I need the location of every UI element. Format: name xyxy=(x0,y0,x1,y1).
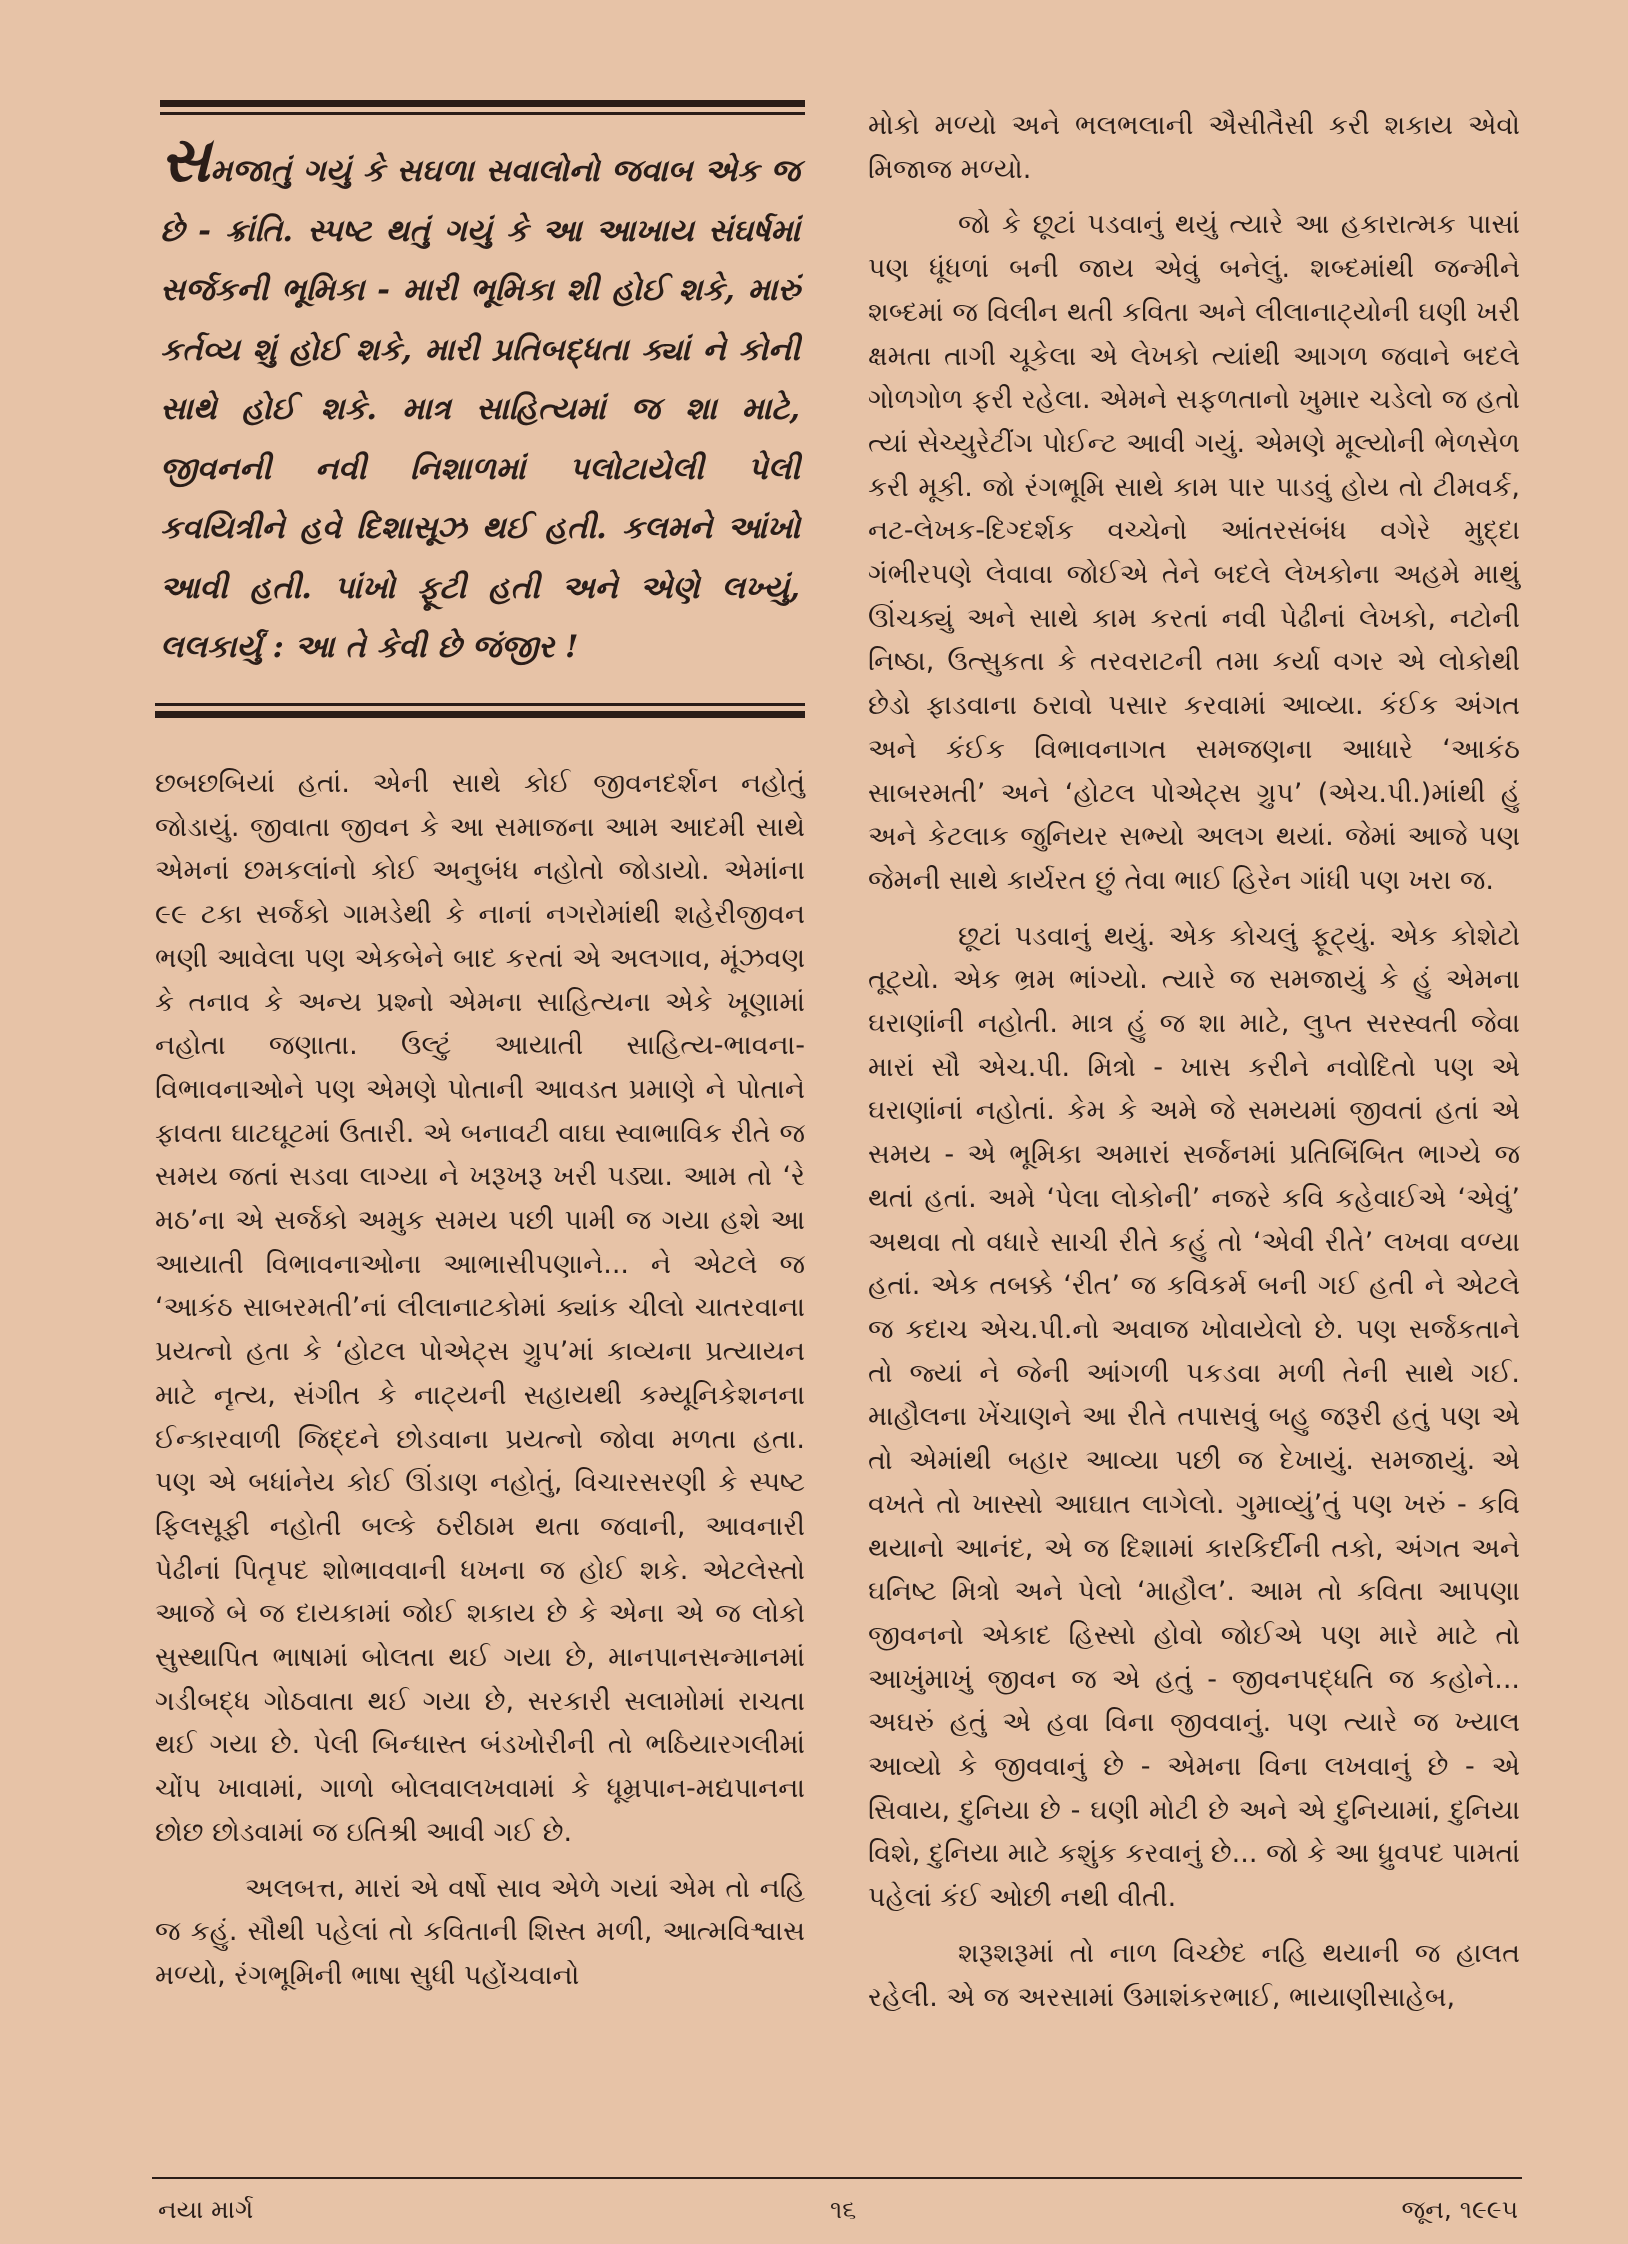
pullquote-bottom-rule-thick xyxy=(155,711,805,718)
pull-quote-dropcap: સ xyxy=(160,123,211,196)
left-paragraph-1: છબછબિયાં હતાં. એની સાથે કોઈ જીવનદર્શન નહોતું જોડાયું. જીવાતા જીવન કે આ સમાજના આમ આદમી સાથે એમનાં છમકલાંનો કોઈ અનુબંધ નહોતો જોડાયો. એમાંના ૯૯ ટકા સર્જકો ગામડેથી કે નાનાં નગરોમાંથી શહેરીજીવન ભણી આવેલા પણ એકબેને બાદ કરતાં એ અલગાવ, મૂંઝવણ કે તનાવ કે અન્ય પ્રશ્નો એમના સાહિત્યના એકે ખૂણામાં નહોતા જણાતા. ઉલ્ટું આયાતી સાહિત્ય-ભાવના-વિભાવનાઓને પણ એમણે પોતાની આવડત પ્રમાણે ને પોતાને ફાવતા ઘાટઘૂટમાં ઉતારી. એ બનાવટી વાઘા સ્વાભાવિક રીતે જ સમય જતાં સડવા લાગ્યા ને ખરૂખરૂ ખરી પડ્યા. આમ તો ‘રે મઠ’ના એ સર્જકો અમુક સમય પછી પામી જ ગયા હશે આ આયાતી વિભાવનાઓના આભાસીપણાને... ને એટલે જ ‘આકંઠ સાબરમતી’નાં લીલાનાટકોમાં ક્યાંક ચીલો ચાતરવાના પ્રયત્નો હતા કે ‘હોટલ પોએટ્સ ગ્રુપ’માં કાવ્યના પ્રત્યાયન માટે નૃત્ય, સંગીત કે નાટ્યની સહાયથી કમ્યૂનિકેશનના ઈન્કારવાળી જિદ્દને છોડવાના પ્રયત્નો જોવા મળતા હતા. પણ એ બધાંનેય કોઈ ઊંડાણ નહોતું, વિચારસરણી કે સ્પષ્ટ ફિલસૂફી નહોતી બલ્કે ઠરીઠામ થતા જવાની, આવનારી પેઢીનાં પિતૃપદ શોભાવવાની ધખના જ હોઈ શકે. એટલેસ્તો આજે બે જ દાયકામાં જોઈ શકાય છે કે એના એ જ લોકો સુસ્થાપિત ભાષામાં બોલતા થઈ ગયા છે, માનપાનસન્માનમાં ગડીબદ્ધ ગોઠવાતા થઈ ગયા છે, સરકારી સલામોમાં રાચતા થઈ ગયા છે. પેલી બિન્ધાસ્ત બંડખોરીની તો ભઠિયારગલીમાં ચોંપ ખાવામાં, ગાળો બોલવાલખવામાં કે ધૂમ્રપાન-મદ્યપાનના છોછ છોડવામાં જ ઇતિશ્રી આવી ગઈ છે. xyxy=(155,768,805,1848)
left-column xyxy=(155,762,805,1998)
pull-quote-text: મજાતું ગયું કે સઘળા સવાલોનો જવાબ એક જ છે - ક્રાંતિ. સ્પષ્ટ થતું ગયું કે આ આખાય સંઘર્ષમાં સર્જકની ભૂમિકા - મારી ભૂમિકા શી હોઈ શકે, મારું કર્તવ્ય શું હોઈ શકે, મારી પ્રતિબદ્ધતા ક્યાં ને કોની સાથે હોઈ શકે. માત્ર સાહિત્યમાં જ શા માટે, જીવનની નવી નિશાળમાં પલોટાયેલી પેલી કવયિત્રીને હવે દિશાસૂઝ થઈ હતી. કલમને આંખો આવી હતી. પાંખો ફૂટી હતી અને એણે લખ્યું, લલકાર્યું : આ તે કેવી છે જંજીર ! xyxy=(160,153,800,665)
footer-rule xyxy=(152,2177,1522,2179)
footer-magazine-name: નયા માર્ગ xyxy=(158,2195,254,2224)
left-paragraph-2: અલબત્ત, મારાં એ વર્ષો સાવ એળે ગયાં એમ તો નહિ જ કહું. સૌથી પહેલાં તો કવિતાની શિસ્ત મળી, આત્મવિશ્વાસ મળ્યો, રંગભૂમિની ભાષા સુધી પહોંચવાનો xyxy=(155,1872,805,1991)
pull-quote xyxy=(160,123,800,678)
footer-date: જૂન, ૧૯૯૫ xyxy=(1401,2195,1518,2224)
right-paragraph-4: શરૂશરૂમાં તો નાળ વિચ્છેદ નહિ થયાની જ હાલત રહેલી. એ જ અરસામાં ઉમાશંકરભાઈ, ભાયાણીસાહેબ, xyxy=(868,1937,1520,2013)
pullquote-bottom-rule-thin xyxy=(155,703,805,706)
right-paragraph-1: મોકો મળ્યો અને ભલભલાની ઐસીતૈસી કરી શકાય એવો મિજાજ મળ્યો. xyxy=(868,110,1520,185)
right-paragraph-2: જો કે છૂટાં પડવાનું થયું ત્યારે આ હકારાત્મક પાસાં પણ ધૂંધળાં બની જાય એવું બનેલું. શબ્દમાંથી જન્મીને શબ્દમાં જ વિલીન થતી કવિતા અને લીલાનાટ્યોની ઘણી ખરી ક્ષમતા તાગી ચૂકેલા એ લેખકો ત્યાંથી આગળ જવાને બદલે ગોળગોળ ફરી રહેલા. એમને સફળતાનો ખુમાર ચડેલો જ હતો ત્યાં સેચ્યુરેટીંગ પોઈન્ટ આવી ગયું. એમણે મૂલ્યોની ભેળસેળ કરી મૂકી. જો રંગભૂમિ સાથે કામ પાર પાડવું હોય તો ટીમવર્ક, નટ-લેખક-દિગ્દર્શક વચ્ચેનો આંતરસંબંધ વગેરે મુદ્દા ગંભીરપણે લેવાવા જોઈએ તેને બદલે લેખકોના અહમે માથું ઊંચક્યું અને સાથે કામ કરતાં નવી પેઢીનાં લેખકો, નટોની નિષ્ઠા, ઉત્સુકતા કે તરવરાટની તમા કર્યા વગર એ લોકોથી છેડો ફાડવાના ઠરાવો પસાર કરવામાં આવ્યા. કંઈક અંગત અને કંઈક વિભાવનાગત સમજણના આધારે ‘આકંઠ સાબરમતી’ અને ‘હોટલ પોએટ્સ ગ્રુપ’ (એચ.પી.)માંથી હું અને કેટલાક જુનિયર સભ્યો અલગ થયાં. જેમાં આજે પણ જેમની સાથે કાર્યરત છું તેવા ભાઈ હિરેન ગાંધી પણ ખરા જ. xyxy=(868,209,1520,896)
right-column xyxy=(868,104,1520,2019)
pullquote-top-rule-thin xyxy=(160,112,805,115)
pullquote-top-rule-thick xyxy=(160,100,805,107)
right-paragraph-3: છૂટાં પડવાનું થયું. એક કોચલું ફૂટ્યું. એક કોશેટો તૂટ્યો. એક ભ્રમ ભાંગ્યો. ત્યારે જ સમજાયું કે હું એમના ઘરાણાંની નહોતી. માત્ર હું જ શા માટે, લુપ્ત સરસ્વતી જેવા મારાં સૌ એચ.પી. મિત્રો - ખાસ કરીને નવોદિતો પણ એ ઘરાણાંનાં નહોતાં. કેમ કે અમે જે સમયમાં જીવતાં હતાં એ સમય - એ ભૂમિકા અમારાં સર્જનમાં પ્રતિબિંબિત ભાગ્યે જ થતાં હતાં. અમે ‘પેલા લોકોની’ નજરે કવિ કહેવાઈએ ‘એવું’ અથવા તો વધારે સાચી રીતે કહું તો ‘એવી રીતે’ લખવા વળ્યા હતાં. એક તબક્કે ‘રીત’ જ કવિકર્મ બની ગઈ હતી ને એટલે જ કદાચ એચ.પી.નો અવાજ ખોવાયેલો છે. પણ સર્જકતાને તો જ્યાં ને જેની આંગળી પકડવા મળી તેની સાથે ગઈ. માહૌલના ખેંચાણને આ રીતે તપાસવું બહુ જરૂરી હતું પણ એ તો એમાંથી બહાર આવ્યા પછી જ દેખાયું. સમજાયું. એ વખતે તો ખાસ્સો આઘાત લાગેલો. ગુમાવ્યું’તું પણ ખરું - કવિ થયાનો આનંદ, એ જ દિશામાં કારકિર્દીની તકો, અંગત અને ઘનિષ્ટ મિત્રો અને પેલો ‘માહૌલ’. આમ તો કવિતા આપણા જીવનનો એકાદ હિસ્સો હોવો જોઈએ પણ મારે માટે તો આખુંમાખું જીવન જ એ હતું - જીવનપદ્ધતિ જ કહોને... અઘરું હતું એ હવા વિના જીવવાનું. પણ ત્યારે જ ખ્યાલ આવ્યો કે જીવવાનું છે - એમના વિના લખવાનું છે - એ સિવાય, દુનિયા છે - ઘણી મોટી છે અને એ દુનિયામાં, દુનિયા વિશે, દુનિયા માટે કશુંક કરવાનું છે... જો કે આ ધ્રુવપદ પામતાં પહેલાં કંઈ ઓછી નથી વીતી. xyxy=(868,920,1520,1914)
footer-page-number: ૧૬ xyxy=(830,2195,857,2224)
